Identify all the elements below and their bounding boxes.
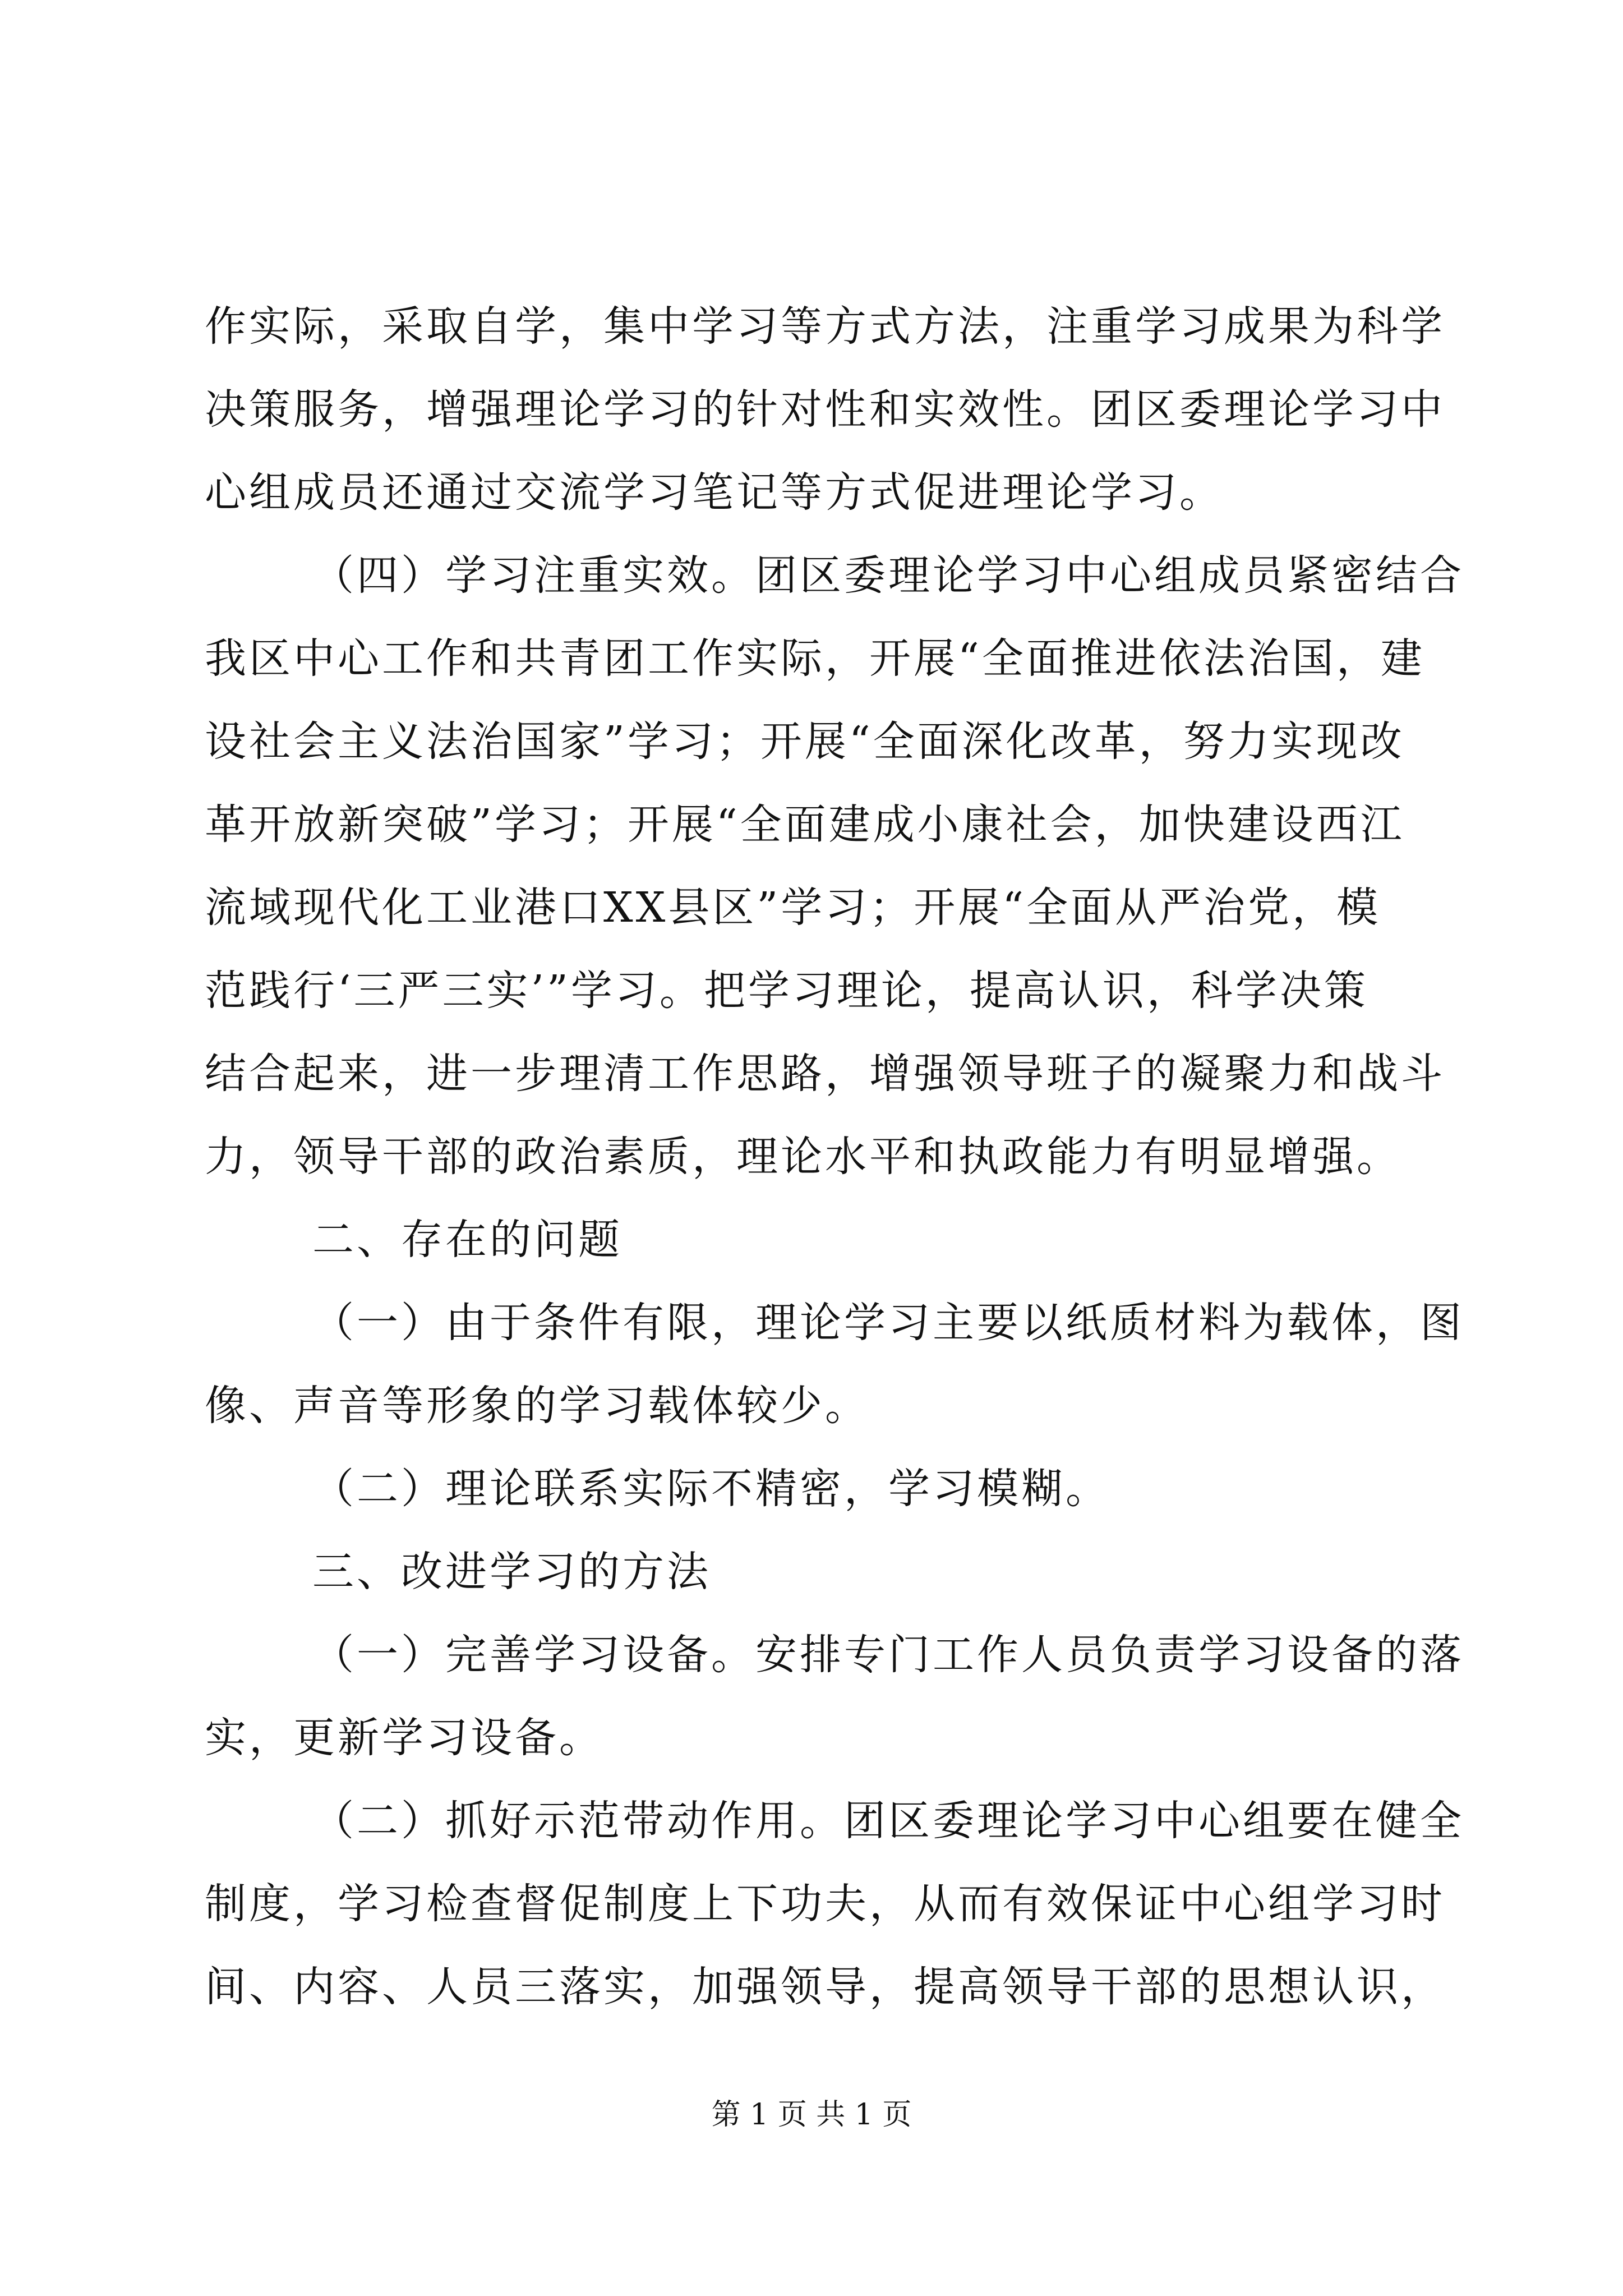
text-line: 我区中心工作和共青团工作实际，开展“全面推进依法治国，建: [205, 634, 1425, 683]
text-line: （二）抓好示范带动作用。团区委理论学习中心组要在健全: [312, 1797, 1464, 1845]
text-line: 力，领导干部的政治素质，理论水平和执政能力有明显增强。: [205, 1133, 1401, 1181]
text-line: 结合起来，进一步理清工作思路，增强领导班子的凝聚力和战斗: [205, 1050, 1445, 1098]
text-line: （一）由于条件有限，理论学习主要以纸质材料为载体，图: [312, 1299, 1464, 1347]
text-line: 二、存在的问题: [312, 1216, 623, 1264]
text-line: 像、声音等形象的学习载体较少。: [205, 1382, 869, 1430]
document-body: [205, 285, 1464, 2028]
text-line: 流域现代化工业港口XX县区”学习；开展“全面从严治党，模: [205, 884, 1381, 932]
text-line: 革开放新突破”学习；开展“全面建成小康社会，加快建设西江: [205, 800, 1405, 849]
text-line: 制度，学习检查督促制度上下功夫，从而有效保证中心组学习时: [205, 1880, 1445, 1928]
text-line: 设社会主义法治国家”学习；开展“全面深化改革，努力实现改: [205, 717, 1405, 766]
text-line: 间、内容、人员三落实，加强领导，提高领导干部的思想认识，: [205, 1963, 1445, 2011]
text-line: （一）完善学习设备。安排专门工作人员负责学习设备的落: [312, 1631, 1464, 1679]
page-footer: 第 1 页 共 1 页: [711, 2098, 912, 2132]
text-line: 三、改进学习的方法: [312, 1548, 711, 1596]
text-line: 心组成员还通过交流学习笔记等方式促进理论学习。: [205, 468, 1224, 517]
text-line: 范践行‘三严三实’”学习。把学习理论，提高认识，科学决策: [205, 967, 1368, 1015]
text-line: 作实际，采取自学，集中学习等方式方法，注重学习成果为科学: [205, 302, 1445, 351]
text-line: （二）理论联系实际不精密，学习模糊。: [312, 1465, 1110, 1513]
text-line: （四）学习注重实效。团区委理论学习中心组成员紧密结合: [312, 551, 1464, 600]
text-line: 实，更新学习设备。: [205, 1714, 603, 1762]
text-line: 决策服务，增强理论学习的针对性和实效性。团区委理论学习中: [205, 385, 1445, 434]
